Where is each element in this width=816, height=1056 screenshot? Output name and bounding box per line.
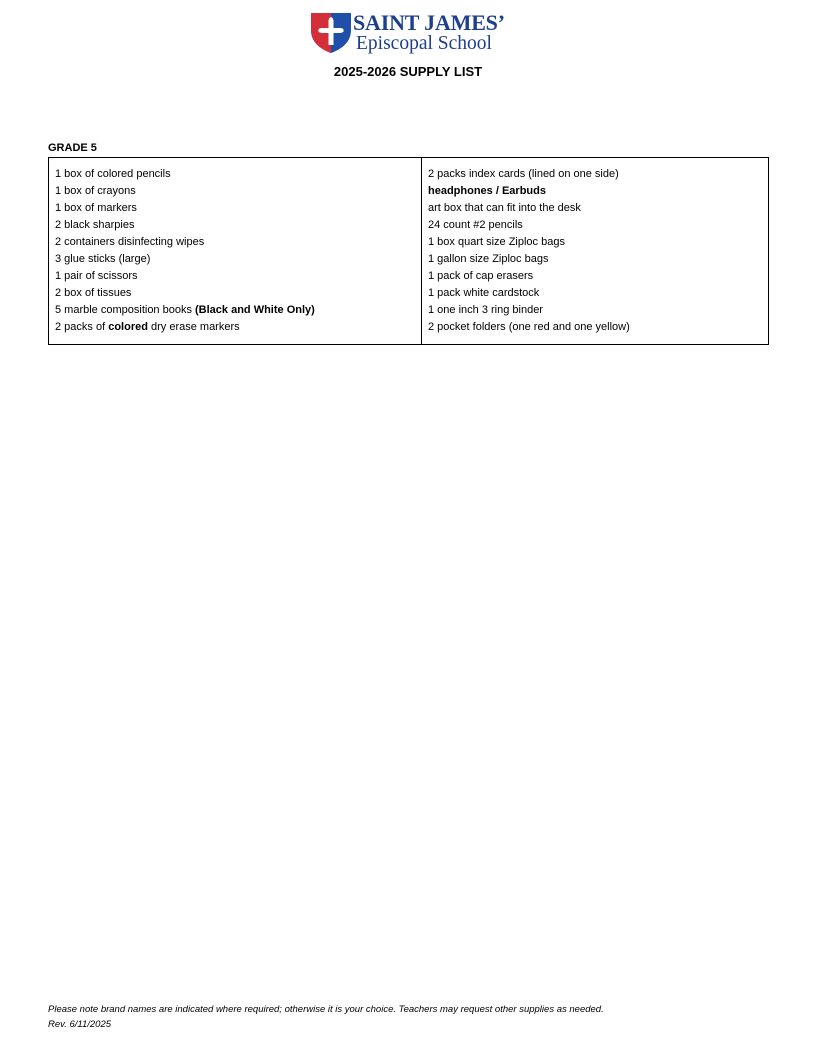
list-item: 1 pair of scissors [55,270,138,282]
dry-erase-colored: colored [108,321,148,333]
list-item: 1 box quart size Ziploc bags [428,236,565,248]
dry-erase-suffix: dry erase markers [147,321,240,333]
right-supply-column [422,158,769,345]
shield-icon [310,12,352,54]
list-item: 1 box of markers [55,202,137,214]
list-item: 3 glue sticks (large) [55,253,151,265]
list-item: 2 containers disinfecting wipes [55,236,205,248]
grade-heading: GRADE 5 [48,142,97,154]
footer-note: Please note brand names are indicated where required; otherwise it is your choice. Teachers may request other supplies as needed. [48,1004,604,1015]
logo-school-name: SAINT JAMES’ [353,10,505,35]
list-item: 1 box of crayons [55,185,136,197]
logo-school-subtitle: Episcopal School [356,33,492,54]
left-supply-column [49,158,422,345]
list-item: 1 gallon size Ziploc bags [428,253,549,265]
list-item: 24 count #2 pencils [428,219,523,231]
table-row [49,158,769,345]
page-title: 2025-2026 SUPPLY LIST [333,64,483,79]
list-item: 1 one inch 3 ring binder [428,304,543,316]
composition-books-text: 5 marble composition books [55,304,196,316]
list-item: 2 box of tissues [55,287,132,299]
dry-erase-markers-item [55,319,415,336]
list-item: 2 packs index cards (lined on one side) [428,168,619,180]
dry-erase-prefix: 2 packs of [55,321,109,333]
list-item: 1 box of colored pencils [55,168,171,180]
composition-books-item [55,302,415,319]
list-item: 2 black sharpies [55,219,135,231]
composition-books-note: (Black and White Only) [195,304,315,316]
school-logo [310,12,510,56]
supply-table [48,157,769,345]
revision-date: Rev. 6/11/2025 [48,1019,112,1030]
list-item: 1 pack white cardstock [428,287,540,299]
list-item: 2 pocket folders (one red and one yellow) [428,321,630,333]
headphones-item: headphones / Earbuds [428,185,546,197]
list-item: 1 pack of cap erasers [428,270,534,282]
list-item: art box that can fit into the desk [428,202,581,214]
